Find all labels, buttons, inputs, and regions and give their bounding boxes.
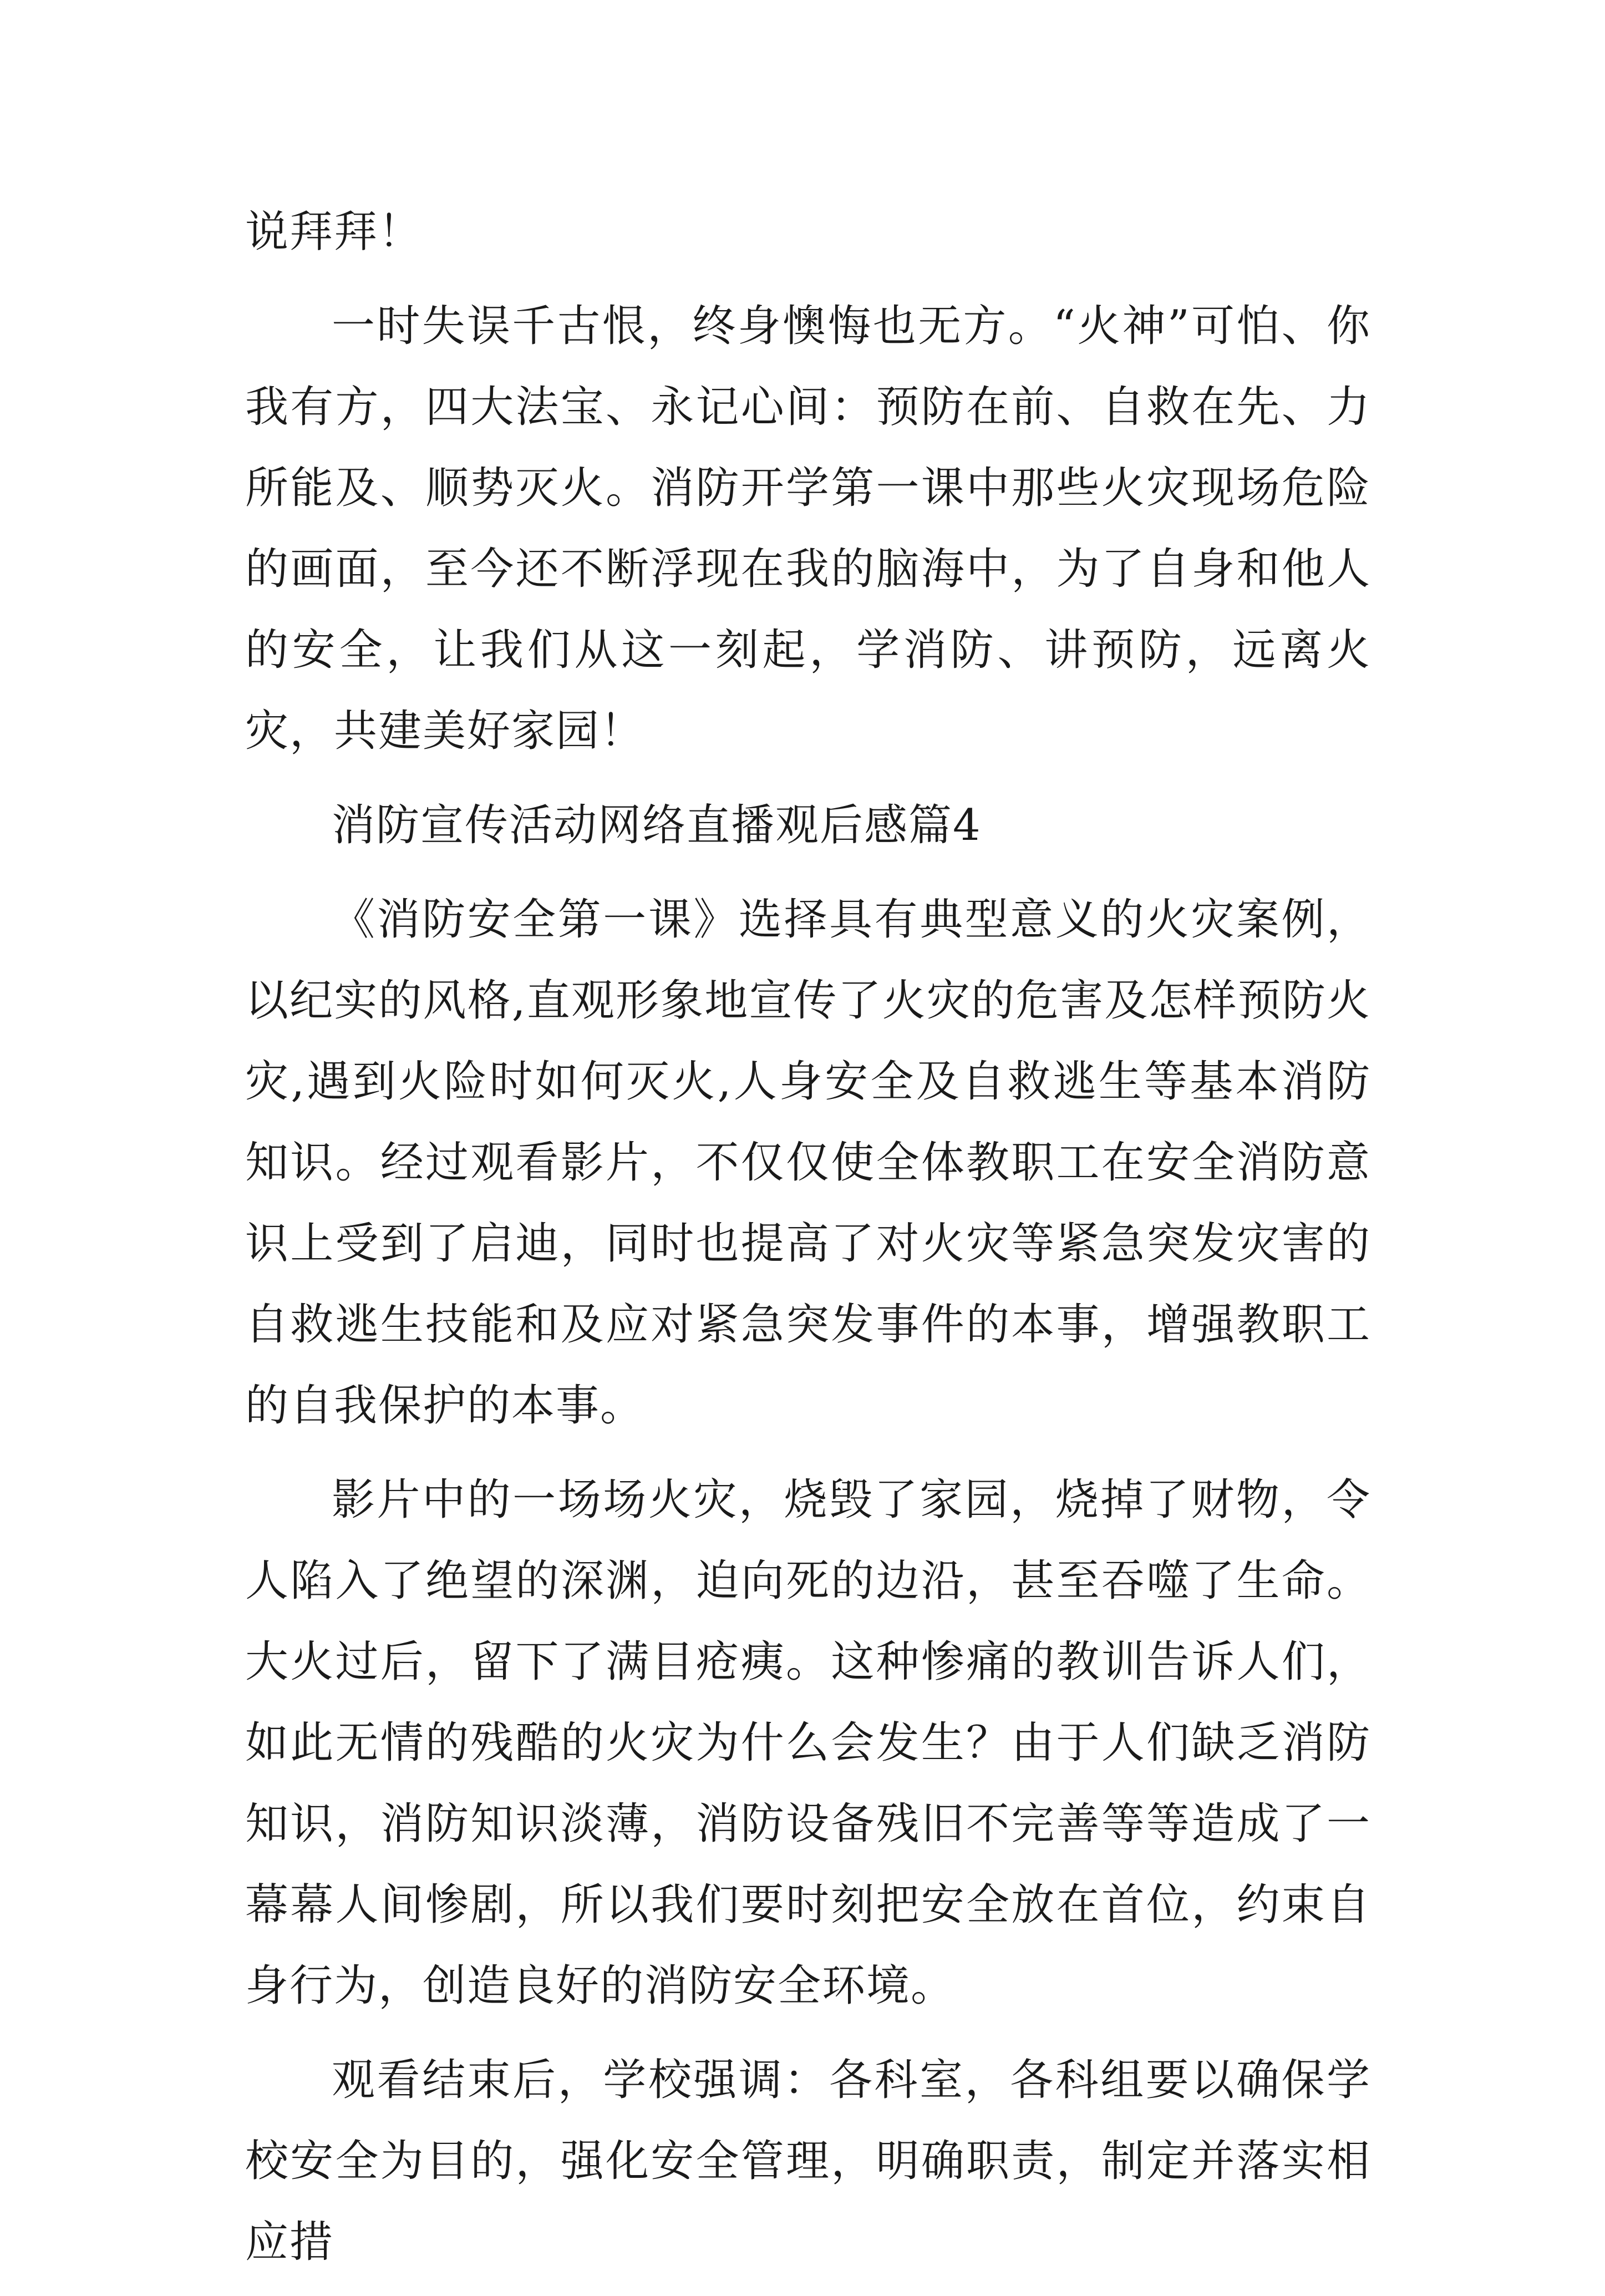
paragraph-closing-line: 说拜拜！ bbox=[245, 207, 423, 257]
paragraph-fire-consequences: 影片中的一场场火灾，烧毁了家园，烧掉了财物，令人陷入了绝望的深渊，迫向死的边沿，甚至吞噬了生命。大火过后，留下了满目疮痍。这种惨痛的教训告诉人们，如此无情的残酷的火灾为什么会发生？由于人们缺乏消防知识，消防知识淡薄，消防设备残旧不完善等等造成了一幕幕人间惨剧，所以我们要时刻把安全放在首位，约束自身行为，创造良好的消防安全环境。 bbox=[245, 1475, 1371, 2011]
paragraph-film-introduction: 《消防安全第一课》选择具有典型意义的火灾案例，以纪实的风格,直观形象地宣传了火灾的危害及怎样预防火灾,遇到火险时如何灭火,人身安全及自救逃生等基本消防知识。经过观看影片，不仅仅使全体教职工在安全消防意识上受到了启迪，同时也提高了对火灾等紧急突发灾害的自救逃生技能和及应对紧急突发事件的本事，增强教职工的自我保护的本事。 bbox=[245, 895, 1371, 1431]
paragraph-school-requirements: 观看结束后，学校强调：各科室，各科组要以确保学校安全为目的，强化安全管理，明确职责，制定并落实相应措 bbox=[245, 2055, 1371, 2267]
section-heading: 消防宣传活动网络直播观后感篇4 bbox=[332, 800, 982, 850]
paragraph-fire-safety-summary: 一时失误千古恨，终身懊悔也无方。“火神”可怕、你我有方，四大法宝、永记心间：预防在前、自救在先、力所能及、顺势灭火。消防开学第一课中那些火灾现场危险的画面，至今还不断浮现在我的脑海中，为了自身和他人的安全，让我们从这一刻起，学消防、讲预防，远离火灾，共建美好家园！ bbox=[245, 301, 1371, 756]
document-body bbox=[245, 191, 1371, 2296]
